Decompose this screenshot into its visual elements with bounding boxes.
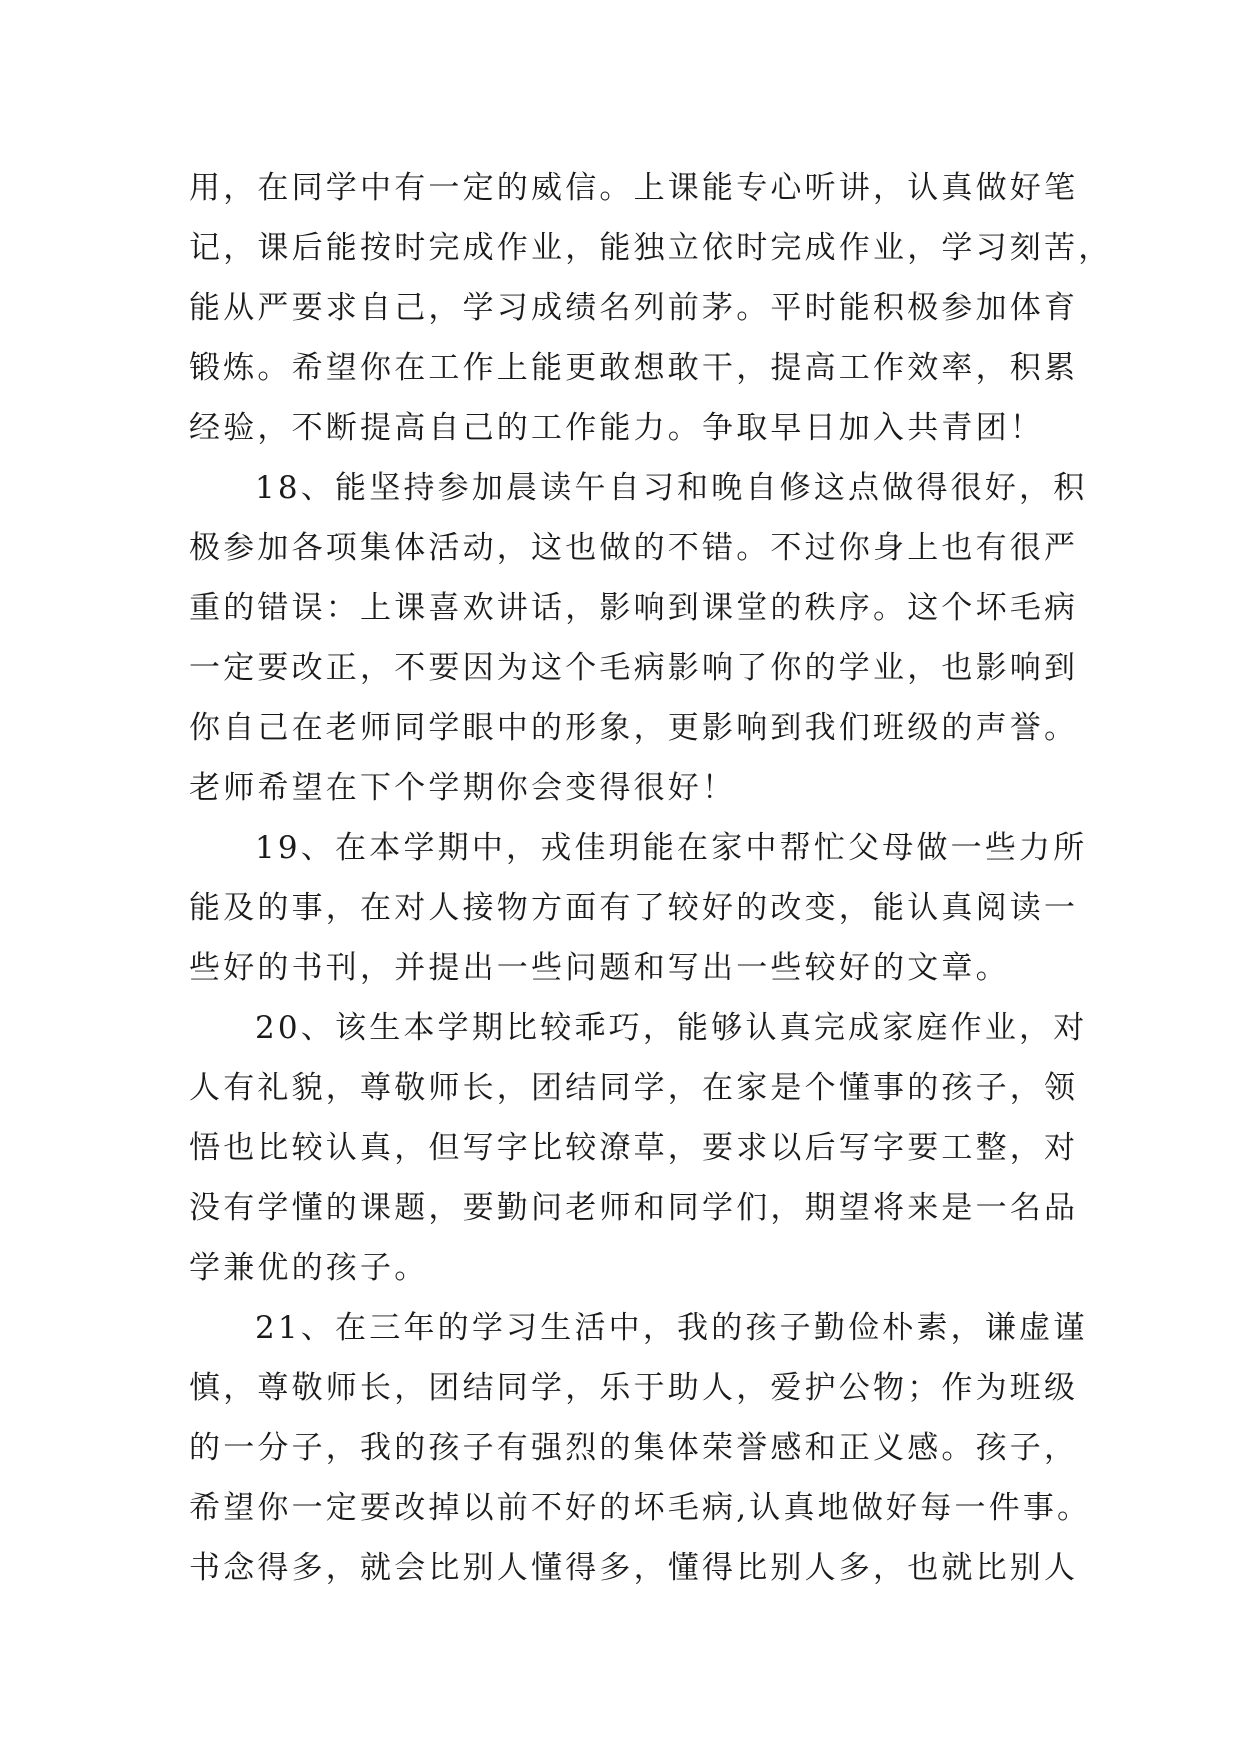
text-line: 能从严要求自己，学习成绩名列前茅。平时能积极参加体育 — [189, 290, 1079, 326]
text-line: 能及的事，在对人接物方面有了较好的改变，能认真阅读一 — [189, 890, 1079, 926]
text-line: 些好的书刊，并提出一些问题和写出一些较好的文章。 — [189, 950, 1010, 986]
text-line: 锻炼。希望你在工作上能更敢想敢干，提高工作效率，积累 — [189, 350, 1079, 386]
text-line: 人有礼貌，尊敬师长，团结同学，在家是个懂事的孩子，领 — [189, 1070, 1079, 1106]
text-line: 记，课后能按时完成作业，能独立依时完成作业，学习刻苦， — [189, 230, 1113, 266]
text-line: 用，在同学中有一定的威信。上课能专心听讲，认真做好笔 — [189, 170, 1079, 206]
paragraph-19-start: 19、在本学期中，戎佳玥能在家中帮忙父母做一些力所 — [255, 830, 1088, 866]
text-line: 重的错误：上课喜欢讲话，影响到课堂的秩序。这个坏毛病 — [189, 590, 1079, 626]
text-line: 慎，尊敬师长，团结同学，乐于助人，爱护公物；作为班级 — [189, 1370, 1079, 1406]
text-line: 经验，不断提高自己的工作能力。争取早日加入共青团！ — [189, 410, 1044, 446]
text-line: 悟也比较认真，但写字比较潦草，要求以后写字要工整，对 — [189, 1130, 1079, 1166]
paragraph-20-start: 20、该生本学期比较乖巧，能够认真完成家庭作业，对 — [255, 1010, 1088, 1046]
paragraph-21-start: 21、在三年的学习生活中，我的孩子勤俭朴素，谦虚谨 — [255, 1310, 1088, 1346]
text-line: 学兼优的孩子。 — [189, 1250, 429, 1286]
text-line: 一定要改正，不要因为这个毛病影响了你的学业，也影响到 — [189, 650, 1079, 686]
text-line: 你自己在老师同学眼中的形象，更影响到我们班级的声誉。 — [189, 710, 1079, 746]
text-line: 老师希望在下个学期你会变得很好！ — [189, 770, 737, 806]
text-line: 极参加各项集体活动，这也做的不错。不过你身上也有很严 — [189, 530, 1079, 566]
document-body — [189, 158, 1113, 1598]
text-line: 的一分子，我的孩子有强烈的集体荣誉感和正义感。孩子， — [189, 1430, 1079, 1466]
text-line: 没有学懂的课题，要勤问老师和同学们，期望将来是一名品 — [189, 1190, 1079, 1226]
text-line: 书念得多，就会比别人懂得多，懂得比别人多，也就比别人 — [189, 1550, 1079, 1586]
text-line: 希望你一定要改掉以前不好的坏毛病,认真地做好每一件事。 — [189, 1490, 1092, 1526]
paragraph-18-start: 18、能坚持参加晨读午自习和晚自修这点做得很好，积 — [255, 470, 1088, 506]
